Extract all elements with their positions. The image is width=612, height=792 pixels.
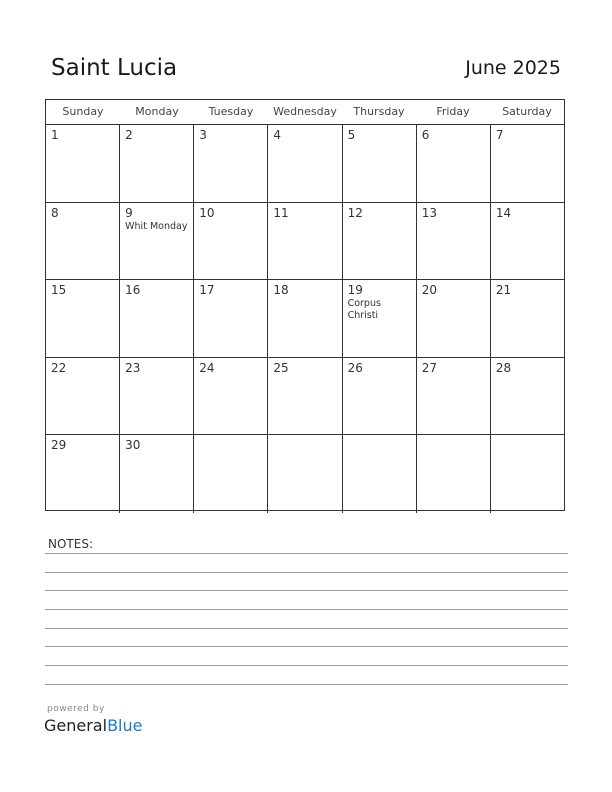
day-number: 23 [125, 360, 141, 375]
day-number: 24 [199, 360, 215, 375]
day-number: 17 [199, 283, 215, 297]
notes-line [45, 553, 568, 554]
weekday-label: Friday [436, 105, 470, 118]
day-cell [268, 280, 342, 357]
day-cell [491, 125, 564, 202]
calendar-week-row [46, 358, 564, 436]
day-number: 20 [421, 283, 437, 297]
weekday-label: Monday [135, 105, 179, 118]
calendar-week-row [46, 435, 564, 513]
day-cell [491, 435, 564, 513]
weekday-label: Sunday [62, 105, 104, 118]
day-cell [46, 203, 120, 280]
day-cell [46, 358, 120, 435]
day-number: 27 [421, 360, 437, 375]
day-number: 21 [495, 283, 512, 297]
day-number: 18 [273, 283, 289, 297]
day-cell [194, 203, 268, 280]
day-number: 6 [421, 128, 430, 142]
day-number: 28 [495, 360, 512, 375]
day-number: 30 [125, 438, 141, 452]
day-cell [268, 358, 342, 435]
day-cell [194, 358, 268, 435]
holiday-label: Whit Monday [125, 220, 188, 232]
holiday-label: Corpus Christi [347, 298, 381, 321]
day-cell [491, 280, 564, 357]
day-cell [343, 280, 417, 357]
day-number: 11 [273, 205, 289, 220]
day-cell [417, 435, 491, 513]
weekday-label: Tuesday [208, 105, 254, 118]
day-number: 1 [51, 128, 59, 142]
day-cell [343, 358, 417, 435]
notes-line [45, 609, 568, 610]
calendar-week-row [46, 203, 564, 281]
day-number: 2 [125, 128, 133, 142]
day-cell [46, 125, 120, 202]
day-cell [268, 125, 342, 202]
day-number: 16 [125, 283, 141, 297]
day-cell [120, 125, 194, 202]
day-number: 22 [51, 360, 67, 375]
calendar-week-row [46, 125, 564, 203]
day-number: 25 [273, 360, 289, 375]
day-cell [46, 280, 120, 357]
day-number: 7 [495, 128, 504, 142]
day-number: 12 [347, 205, 363, 220]
day-cell [120, 435, 194, 513]
notes-line [45, 665, 568, 666]
day-number: 15 [51, 283, 67, 297]
weekday-label: Thursday [353, 105, 405, 118]
weekday-label: Wednesday [273, 105, 337, 118]
day-cell [194, 125, 268, 202]
day-number: 8 [51, 205, 59, 220]
day-cell [120, 203, 194, 280]
calendar-week-row [46, 280, 564, 358]
powered-by-text: powered by [47, 704, 105, 714]
day-number: 29 [51, 438, 67, 452]
calendar-country-title: Saint Lucia [51, 55, 178, 81]
day-number: 26 [347, 360, 363, 375]
weekday-header-row [46, 100, 564, 125]
day-cell [194, 280, 268, 357]
day-cell [491, 358, 564, 435]
day-cell [343, 435, 417, 513]
day-cell [46, 435, 120, 513]
day-number: 10 [199, 205, 215, 220]
day-cell [343, 203, 417, 280]
day-number: 4 [273, 128, 282, 142]
day-number: 9 [125, 205, 133, 220]
day-number: 19 [347, 283, 363, 297]
day-cell [268, 435, 342, 513]
day-cell [417, 203, 491, 280]
day-cell [491, 203, 564, 280]
day-cell [343, 125, 417, 202]
brand-general: General [44, 716, 108, 735]
day-cell [417, 280, 491, 357]
calendar-weeks [46, 125, 564, 513]
notes-line [45, 572, 568, 573]
notes-line [45, 646, 568, 647]
day-number: 13 [421, 205, 437, 220]
notes-line [45, 590, 568, 591]
day-number: 14 [495, 205, 512, 220]
day-cell [120, 358, 194, 435]
day-cell [417, 125, 491, 202]
day-number: 3 [199, 128, 207, 142]
calendar-month-title: June 2025 [465, 57, 561, 79]
brand-blue: Blue [107, 716, 143, 735]
day-cell [417, 358, 491, 435]
day-number: 5 [347, 128, 356, 142]
generalblue-logo [44, 716, 142, 735]
notes-line [45, 684, 568, 685]
day-cell [194, 435, 268, 513]
notes-line [45, 628, 568, 629]
day-cell [268, 203, 342, 280]
weekday-label: Saturday [502, 105, 552, 118]
notes-label: NOTES: [48, 537, 93, 551]
day-cell [120, 280, 194, 357]
calendar-grid [45, 99, 565, 511]
